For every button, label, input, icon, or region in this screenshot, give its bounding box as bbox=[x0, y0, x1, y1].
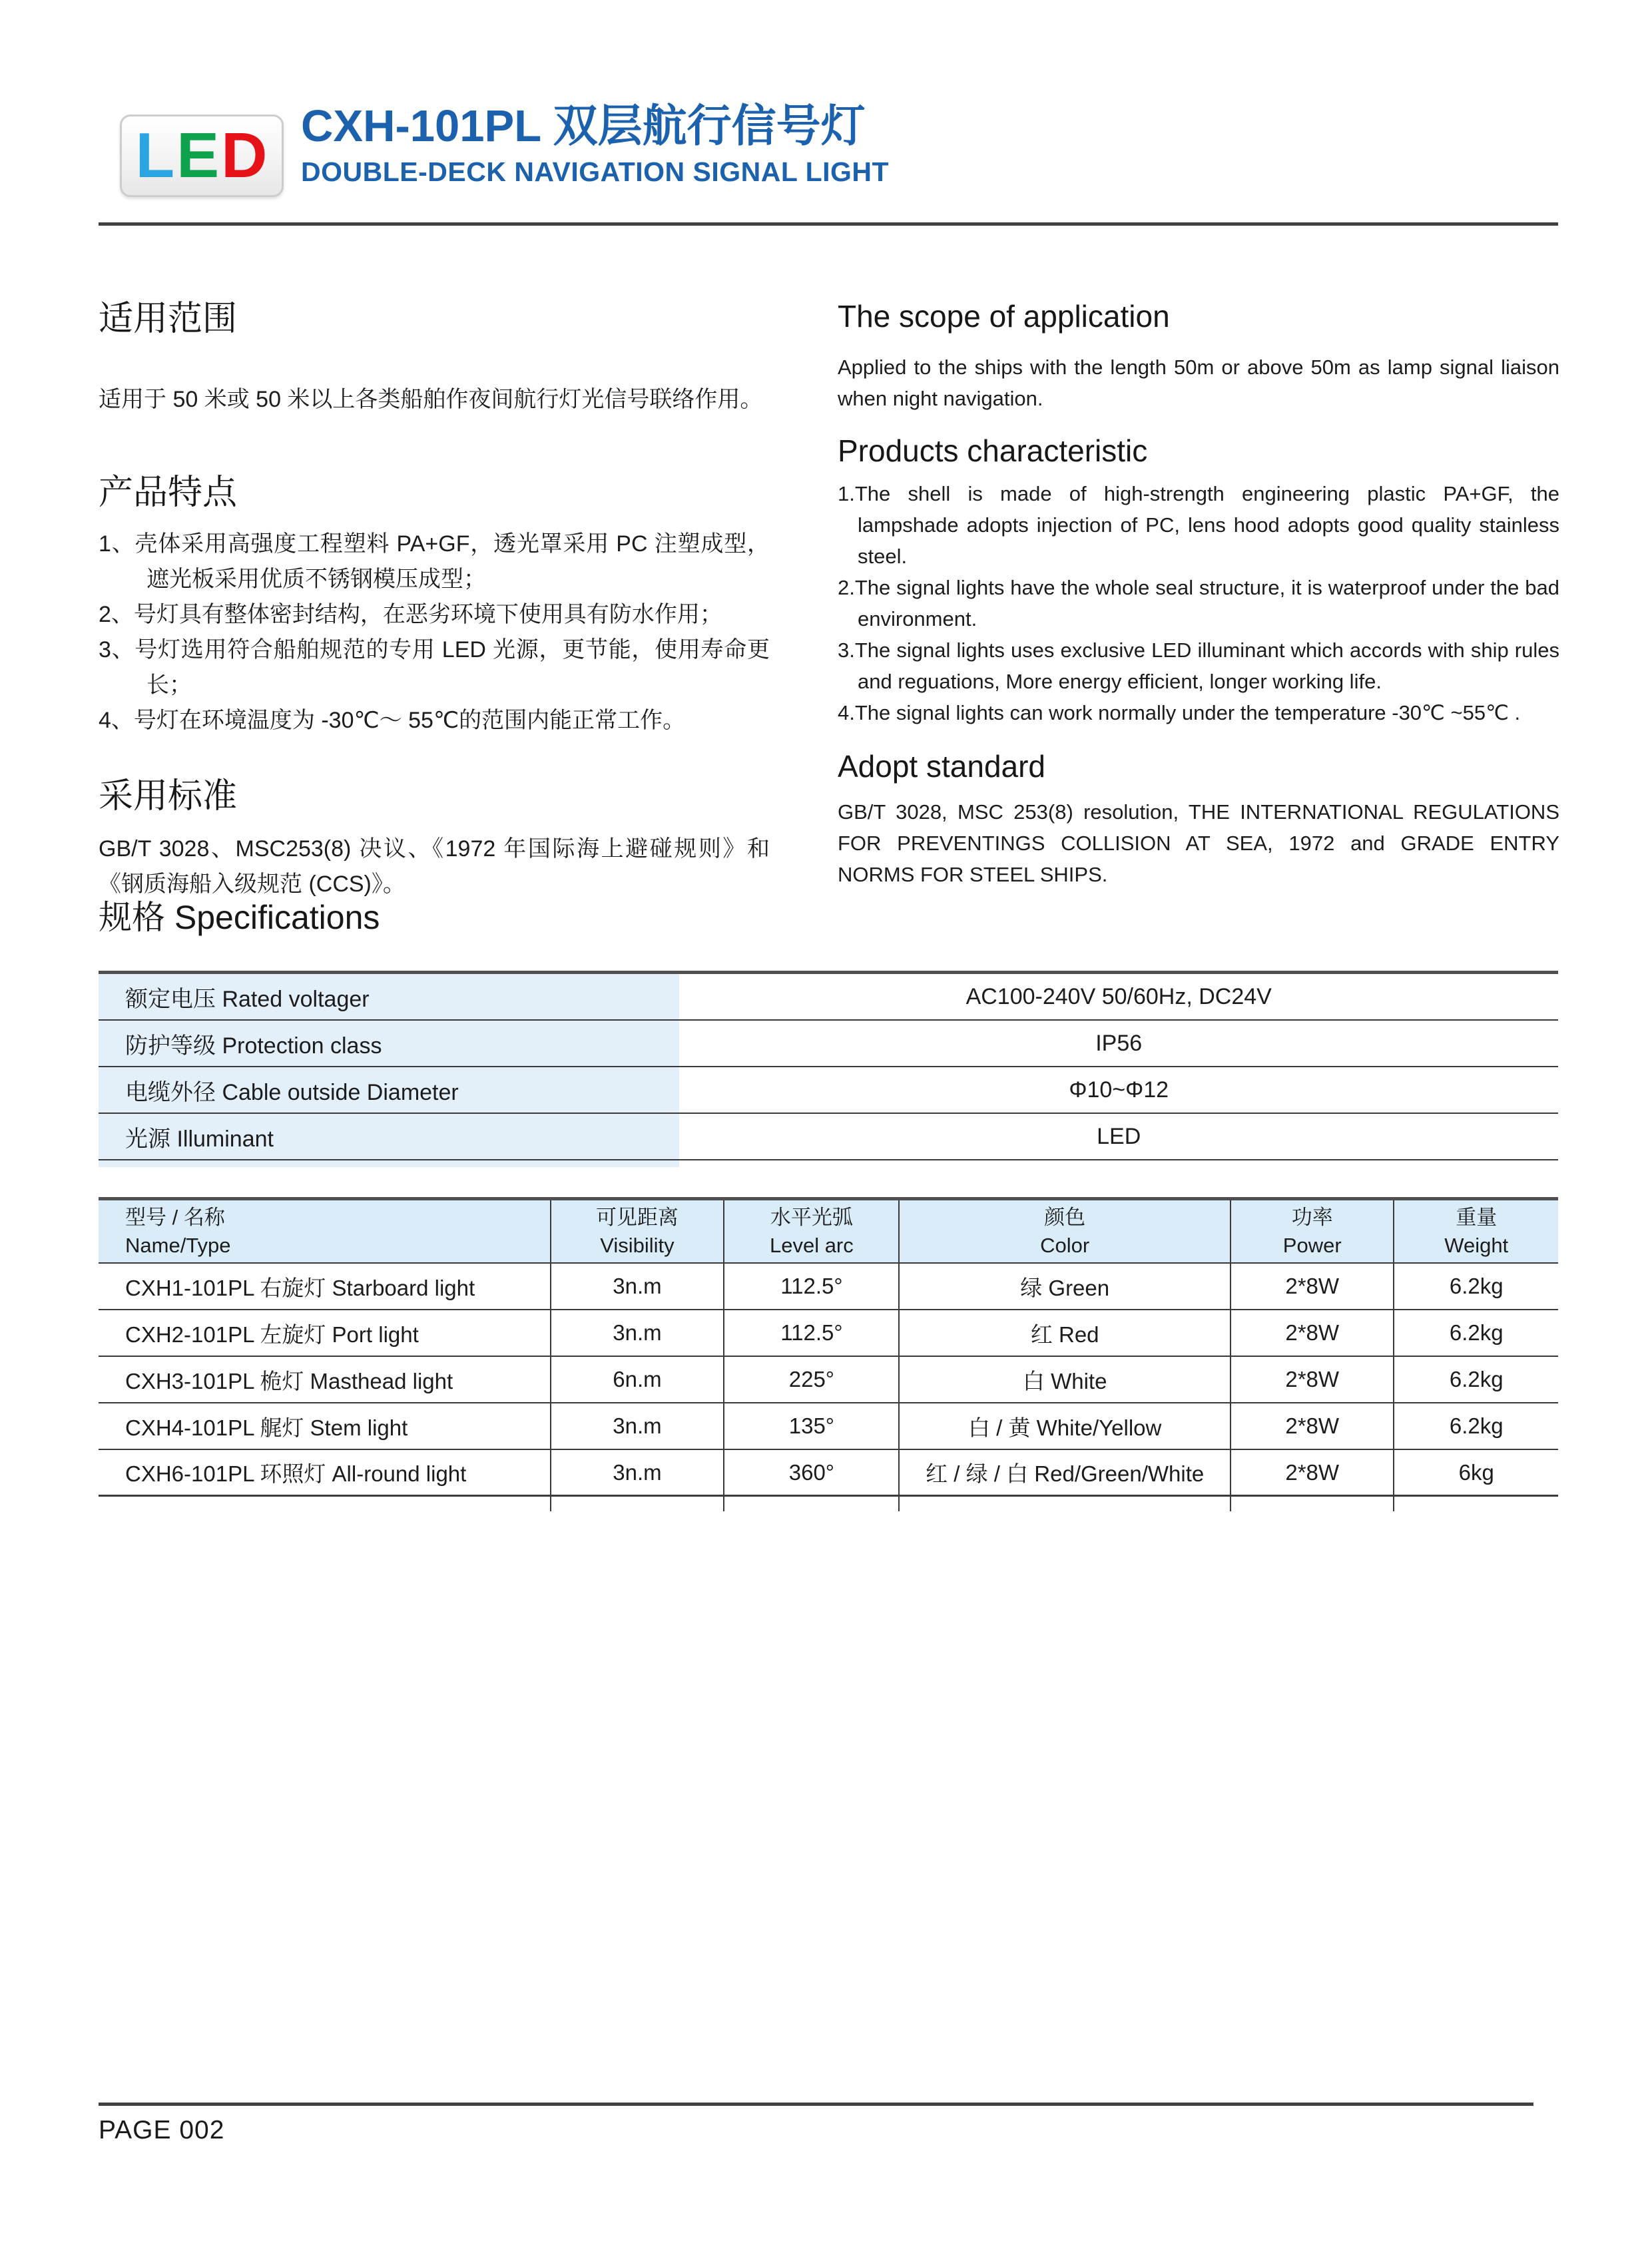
power-cell: 2*8W bbox=[1231, 1403, 1395, 1450]
specifications-heading: 规格 Specifications bbox=[99, 899, 380, 936]
power-cell: 2*8W bbox=[1231, 1450, 1395, 1497]
model-table-stub bbox=[99, 1497, 1558, 1511]
table-row bbox=[99, 974, 1558, 1021]
table-row bbox=[99, 1264, 1558, 1310]
column-header bbox=[1231, 1200, 1395, 1264]
feature-item-en: 3.The signal lights uses exclusive LED illuminant which accords with ship rules and reguations, More energy efficient, longer working life. bbox=[838, 638, 1559, 693]
column-header bbox=[900, 1200, 1231, 1264]
column-header-en: Power bbox=[1282, 1233, 1342, 1257]
color-cell: 白 / 黄 White/Yellow bbox=[900, 1403, 1231, 1450]
model-table bbox=[99, 1197, 1558, 1511]
column-header-zh: 颜色 bbox=[1044, 1205, 1086, 1229]
column-header-zh: 功率 bbox=[1291, 1205, 1333, 1229]
spec-label: 额定电压 Rated voltager bbox=[99, 974, 679, 1019]
feature-item-zh: 1、壳体采用高强度工程塑料 PA+GF，透光罩采用 PC 注塑成型，遮光板采用优质不锈钢模压成型； bbox=[99, 531, 770, 592]
level-arc-cell: 112.5° bbox=[724, 1310, 900, 1357]
table-row bbox=[99, 1357, 1558, 1403]
spec-label: 电缆外径 Cable outside Diameter bbox=[99, 1067, 679, 1113]
scope-heading-en: The scope of application bbox=[838, 299, 1170, 334]
product-title-en: DOUBLE-DECK NAVIGATION SIGNAL LIGHT bbox=[301, 156, 890, 187]
header-title-block bbox=[301, 101, 889, 188]
scope-body-en: Applied to the ships with the length 50m or above 50m as lamp signal liaison when night navigation. bbox=[838, 356, 1559, 410]
column-header bbox=[99, 1200, 551, 1264]
table-row bbox=[99, 1310, 1558, 1357]
stub-cell bbox=[99, 1497, 551, 1511]
header-divider bbox=[99, 222, 1558, 226]
standard-heading-zh: 采用标准 bbox=[99, 777, 238, 816]
standard-heading-en: Adopt standard bbox=[838, 749, 1046, 784]
level-arc-cell: 112.5° bbox=[724, 1264, 900, 1310]
weight-cell: 6kg bbox=[1394, 1450, 1558, 1497]
weight-cell: 6.2kg bbox=[1394, 1264, 1558, 1310]
scope-heading-zh: 适用范围 bbox=[99, 300, 238, 338]
spec-table-stub bbox=[99, 1160, 679, 1167]
stub-cell bbox=[724, 1497, 900, 1511]
standard-body-en: GB/T 3028, MSC 253(8) resolution, THE INTERNATIONAL REGULATIONS FOR PREVENTINGS COLLISION AT SEA, 1972 and GRADE ENTRY NORMS FOR STEEL SHIPS. bbox=[838, 800, 1559, 886]
weight-cell: 6.2kg bbox=[1394, 1403, 1558, 1450]
model-name-cell: CXH3-101PL 桅灯 Masthead light bbox=[99, 1357, 551, 1403]
column-header bbox=[1394, 1200, 1558, 1264]
logo-letter-d: D bbox=[221, 120, 268, 191]
model-name-cell: CXH6-101PL 环照灯 All-round light bbox=[99, 1450, 551, 1497]
color-cell: 红 / 绿 / 白 Red/Green/White bbox=[900, 1450, 1231, 1497]
color-cell: 白 White bbox=[900, 1357, 1231, 1403]
spec-value: IP56 bbox=[1095, 1030, 1143, 1056]
feature-item-en: 2.The signal lights have the whole seal structure, it is waterproof under the bad environment. bbox=[838, 576, 1559, 630]
feature-item-zh: 3、号灯选用符合船舶规范的专用 LED 光源，更节能，使用寿命更长； bbox=[99, 637, 770, 698]
level-arc-cell: 225° bbox=[724, 1357, 900, 1403]
column-header-zh: 型号 / 名称 bbox=[125, 1205, 225, 1229]
stub-cell bbox=[1231, 1497, 1395, 1511]
left-column bbox=[99, 298, 770, 902]
features-heading-zh: 产品特点 bbox=[99, 473, 238, 512]
visibility-cell: 3n.m bbox=[551, 1450, 725, 1497]
level-arc-cell: 135° bbox=[724, 1403, 900, 1450]
logo-letter-e: E bbox=[176, 120, 220, 191]
feature-item-zh: 2、号灯具有整体密封结构，在恶劣环境下使用具有防水作用； bbox=[99, 602, 722, 627]
footer-divider bbox=[99, 2103, 1533, 2106]
column-header-zh: 可见距离 bbox=[595, 1205, 679, 1229]
column-header-en: Level arc bbox=[769, 1233, 854, 1257]
features-heading-en: Products characteristic bbox=[838, 433, 1148, 468]
model-name-cell: CXH2-101PL 左旋灯 Port light bbox=[99, 1310, 551, 1357]
visibility-cell: 3n.m bbox=[551, 1310, 725, 1357]
visibility-cell: 3n.m bbox=[551, 1264, 725, 1310]
power-cell: 2*8W bbox=[1231, 1264, 1395, 1310]
column-header bbox=[724, 1200, 900, 1264]
right-column bbox=[838, 298, 1559, 890]
visibility-cell: 6n.m bbox=[551, 1357, 725, 1403]
spec-value: Φ10~Φ12 bbox=[1069, 1077, 1169, 1103]
column-header-en: Weight bbox=[1444, 1233, 1509, 1257]
scope-body-zh: 适用于 50 米或 50 米以上各类船舶作夜间航行灯光信号联络作用。 bbox=[99, 387, 763, 412]
column-header-zh: 水平光弧 bbox=[770, 1205, 853, 1229]
level-arc-cell: 360° bbox=[724, 1450, 900, 1497]
page-number: PAGE 002 bbox=[99, 2116, 225, 2144]
color-cell: 绿 Green bbox=[900, 1264, 1231, 1310]
weight-cell: 6.2kg bbox=[1394, 1310, 1558, 1357]
spec-table bbox=[99, 971, 1558, 1167]
column-header-zh: 重量 bbox=[1456, 1205, 1498, 1229]
column-header-en: Color bbox=[1040, 1233, 1090, 1257]
standard-body-zh: GB/T 3028、MSC253(8) 决议、《1972 年国际海上避碰规则》和《钢质海船入级规范 (CCS)》。 bbox=[99, 836, 770, 897]
logo-letter-l: L bbox=[135, 120, 176, 191]
spec-label: 防护等级 Protection class bbox=[99, 1021, 679, 1066]
product-title-zh: CXH-101PL 双层航行信号灯 bbox=[301, 101, 866, 151]
stub-cell bbox=[900, 1497, 1231, 1511]
led-logo bbox=[120, 115, 284, 197]
feature-item-en: 4.The signal lights can work normally under the temperature -30℃ ~55℃ . bbox=[838, 701, 1521, 724]
visibility-cell: 3n.m bbox=[551, 1403, 725, 1450]
spec-value: LED bbox=[1097, 1123, 1141, 1149]
power-cell: 2*8W bbox=[1231, 1310, 1395, 1357]
column-header bbox=[551, 1200, 725, 1264]
spec-label: 光源 Illuminant bbox=[99, 1114, 679, 1159]
power-cell: 2*8W bbox=[1231, 1357, 1395, 1403]
model-name-cell: CXH4-101PL 艉灯 Stem light bbox=[99, 1403, 551, 1450]
stub-cell bbox=[1394, 1497, 1558, 1511]
feature-item-zh: 4、号灯在环境温度为 -30℃～ 55℃的范围内能正常工作。 bbox=[99, 708, 686, 733]
model-table-header bbox=[99, 1200, 1558, 1264]
features-list-en bbox=[838, 478, 1559, 728]
features-list-zh bbox=[99, 527, 770, 738]
table-row bbox=[99, 1021, 1558, 1067]
feature-item-en: 1.The shell is made of high-strength engineering plastic PA+GF, the lampshade adopts injection of PC, lens hood adopts good quality stainless steel. bbox=[838, 482, 1559, 568]
color-cell: 红 Red bbox=[900, 1310, 1231, 1357]
table-row bbox=[99, 1403, 1558, 1450]
table-row bbox=[99, 1450, 1558, 1497]
model-name-cell: CXH1-101PL 右旋灯 Starboard light bbox=[99, 1264, 551, 1310]
column-header-en: Name/Type bbox=[125, 1233, 231, 1257]
column-header-en: Visibility bbox=[600, 1233, 675, 1257]
spec-value: AC100-240V 50/60Hz, DC24V bbox=[965, 983, 1272, 1009]
stub-cell bbox=[551, 1497, 725, 1511]
table-row bbox=[99, 1114, 1558, 1160]
weight-cell: 6.2kg bbox=[1394, 1357, 1558, 1403]
table-row bbox=[99, 1067, 1558, 1114]
